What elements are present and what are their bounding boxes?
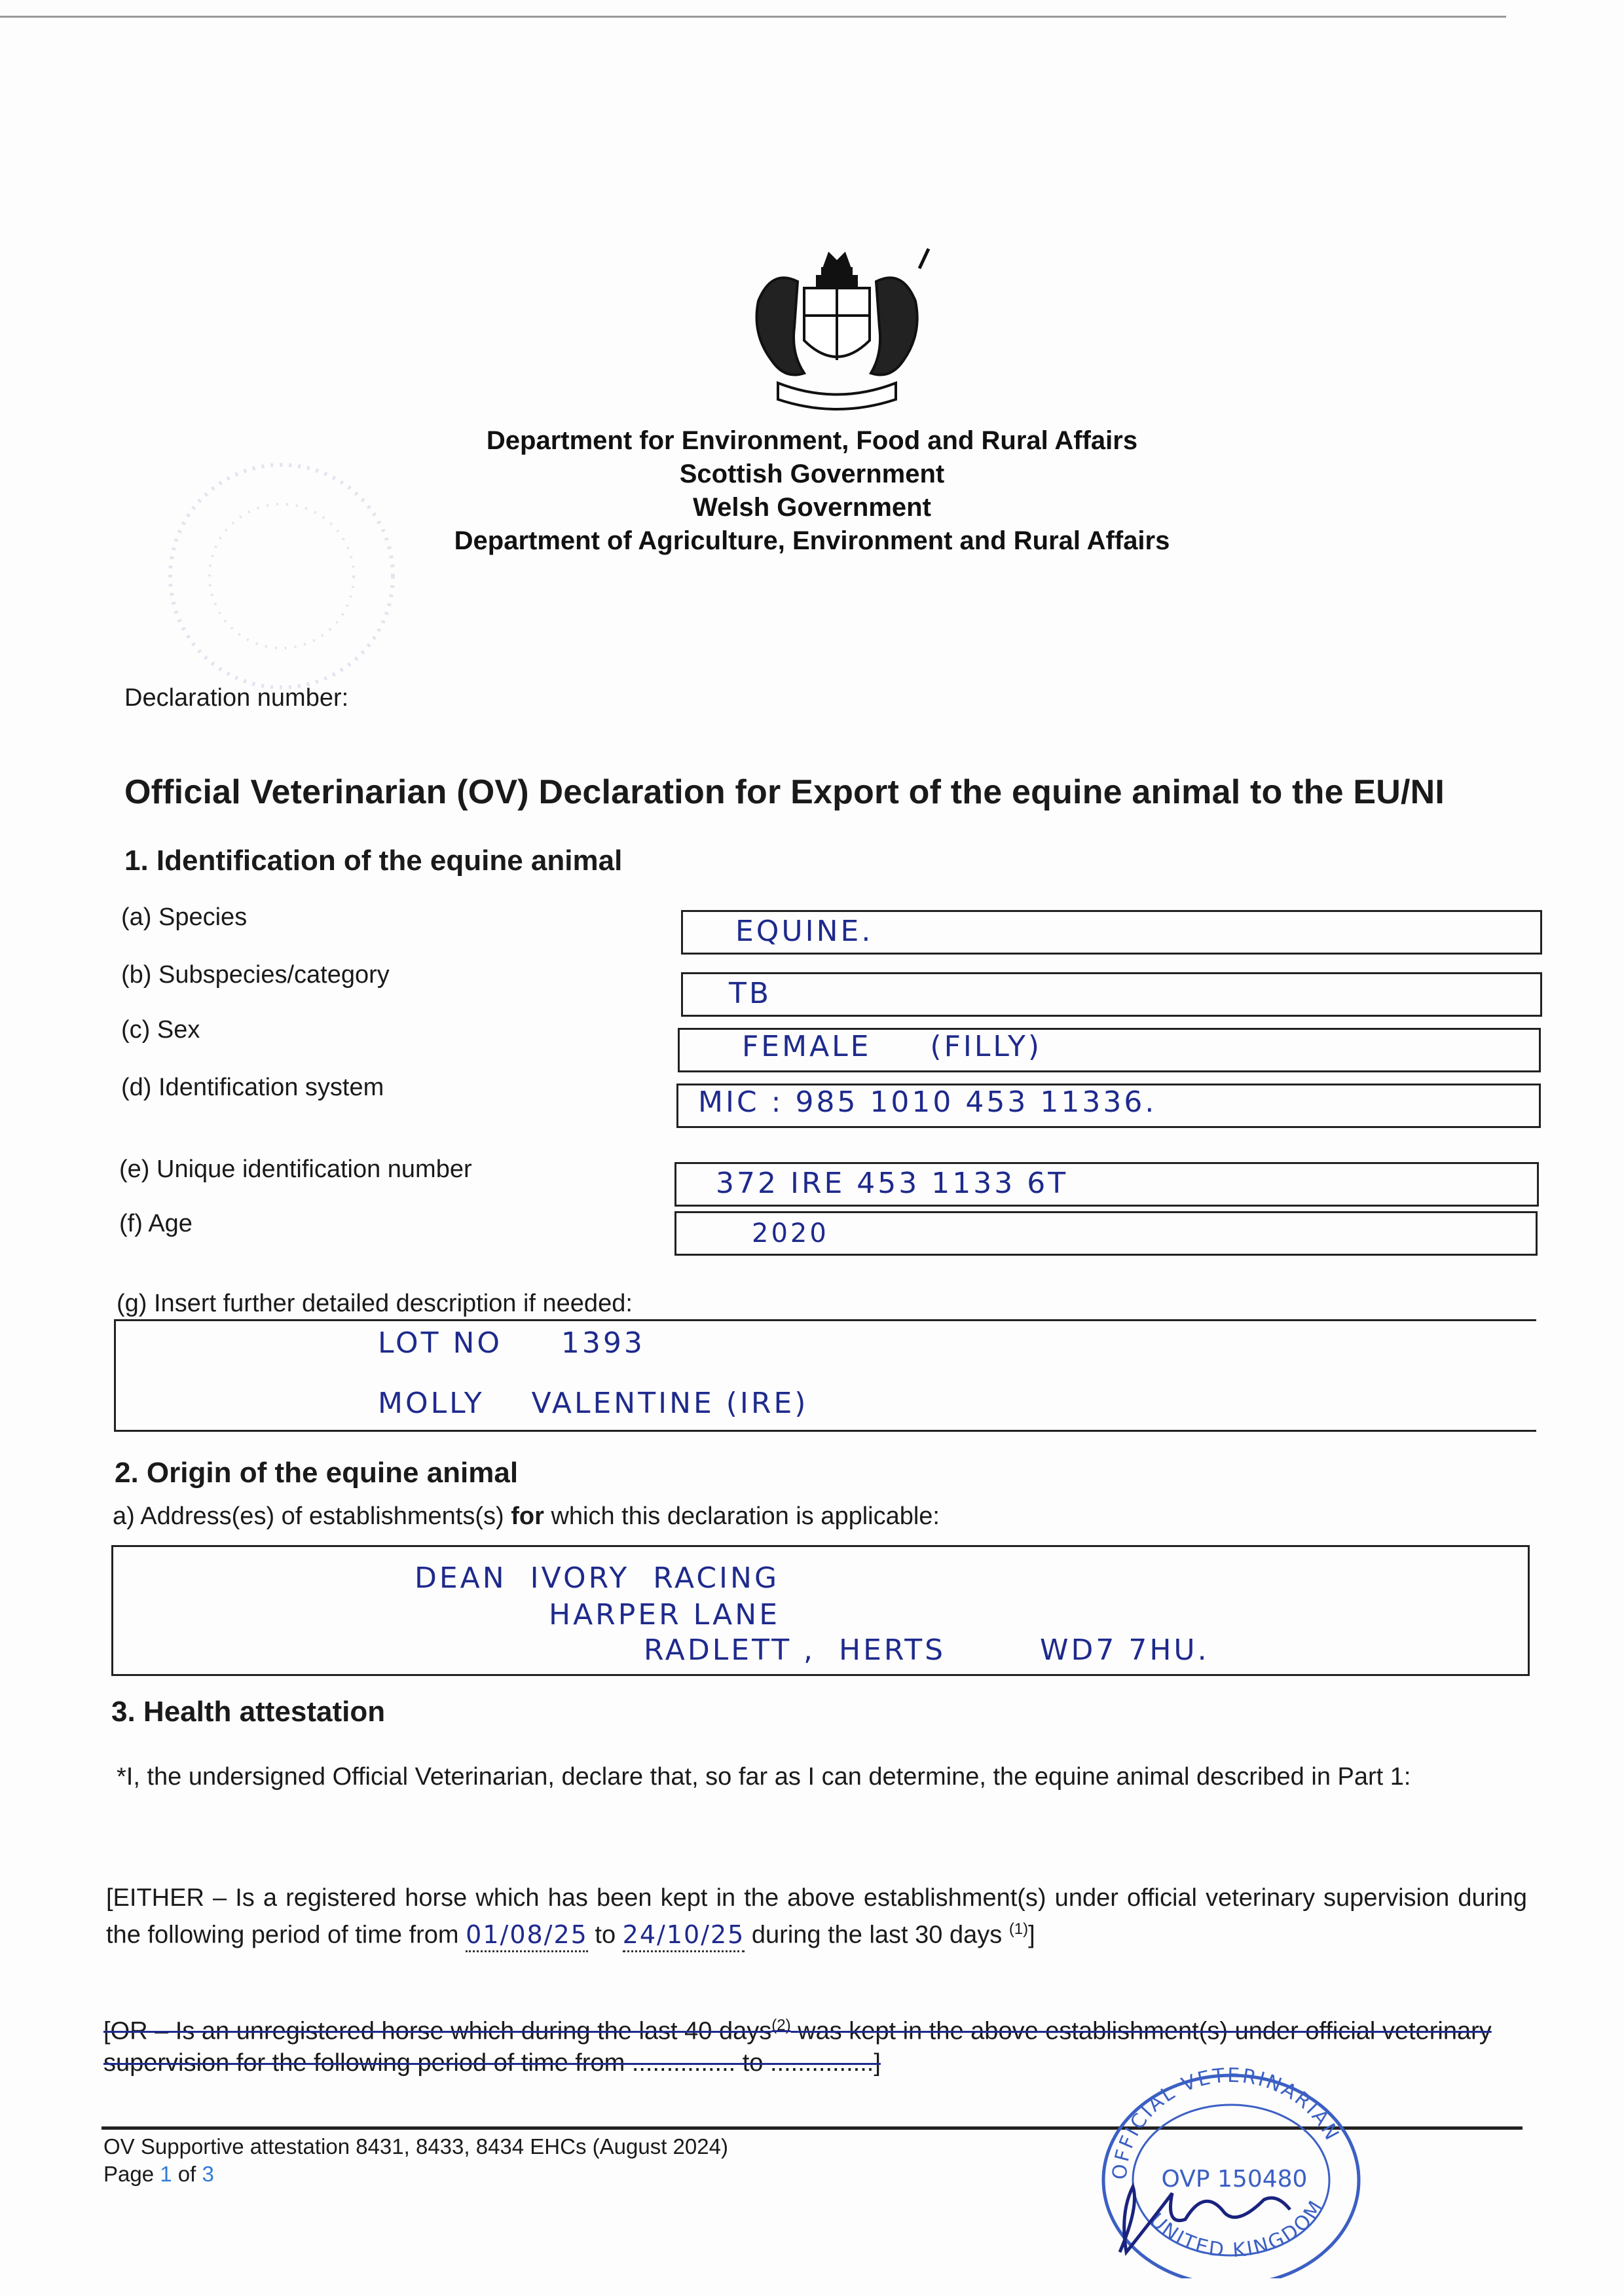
- address-line: RADLETT , HERTS WD7 7HU.: [644, 1633, 1209, 1667]
- faint-stamp-impression: [151, 452, 413, 701]
- either-clause-text: [EITHER – Is a registered horse which has been kept in the above establishment(s) under official veterinary supervision during the following period of time from: [106, 1884, 1527, 1949]
- either-clause: [106, 1882, 1527, 1952]
- official-veterinarian-stamp: [1094, 2056, 1369, 2278]
- age-label: (f) Age: [119, 1210, 193, 1237]
- address-field[interactable]: [111, 1545, 1530, 1676]
- sex-label: (c) Sex: [121, 1016, 200, 1044]
- unique-id-label: (e) Unique identification number: [119, 1156, 472, 1183]
- page-word: Page: [103, 2162, 155, 2186]
- declaration-number-label: Declaration number:: [124, 684, 349, 712]
- document-title: Official Veterinarian (OV) Declaration for Export of the equine animal to the EU/NI: [124, 773, 1445, 811]
- department-line: Welsh Government: [693, 493, 931, 522]
- address-label-suffix: which this declaration is applicable:: [544, 1503, 940, 1530]
- either-to-date[interactable]: 24/10/25: [623, 1919, 745, 1952]
- of-word: of: [177, 2162, 196, 2186]
- species-label: (a) Species: [121, 903, 248, 931]
- address-label-bold: for: [511, 1503, 544, 1530]
- footer-form-reference: OV Supportive attestation 8431, 8433, 8434 EHCs (August 2024): [103, 2134, 728, 2159]
- subspecies-field[interactable]: [681, 972, 1542, 1017]
- stamp-top-text: OFFICIAL VETERINARIAN: [1108, 2064, 1344, 2181]
- current-page: 1: [160, 2162, 172, 2186]
- department-line: Scottish Government: [679, 460, 945, 488]
- page-number: [103, 2160, 728, 2188]
- age-value: 2020: [752, 1218, 829, 1248]
- total-pages: 3: [202, 2162, 214, 2186]
- species-field[interactable]: [681, 910, 1542, 955]
- department-line: Department of Agriculture, Environment and Rural Affairs: [454, 526, 1170, 555]
- stamp-number: OVP 150480: [1161, 2166, 1308, 2193]
- age-field[interactable]: [674, 1211, 1538, 1256]
- address-line: HARPER LANE: [549, 1598, 780, 1631]
- further-description-field[interactable]: [114, 1319, 1536, 1432]
- subspecies-value: TB: [729, 977, 772, 1010]
- footnote-ref: (2): [771, 2016, 791, 2034]
- further-description-label: (g) Insert further detailed description if needed:: [117, 1290, 633, 1317]
- identification-system-label: (d) Identification system: [121, 1074, 384, 1101]
- royal-coat-of-arms-logo: [732, 242, 942, 419]
- stamp-bottom-text: UNITED KINGDOM: [1145, 2195, 1329, 2263]
- address-line: DEAN IVORY RACING: [415, 1561, 780, 1595]
- section1-heading: 1. Identification of the equine animal: [124, 845, 623, 877]
- further-description-line: MOLLY VALENTINE (IRE): [378, 1387, 809, 1420]
- address-label: [113, 1503, 940, 1531]
- sex-value: FEMALE (FILLY): [742, 1030, 1043, 1063]
- department-line: Department for Environment, Food and Rural Affairs: [486, 426, 1138, 455]
- identification-system-field[interactable]: [676, 1084, 1541, 1128]
- address-label-prefix: a) Address(es) of establishments(s): [113, 1503, 511, 1530]
- subspecies-label: (b) Subspecies/category: [121, 961, 390, 989]
- page-footer: [103, 2133, 728, 2188]
- either-from-date[interactable]: 01/08/25: [466, 1919, 588, 1952]
- further-description-line: LOT NO 1393: [378, 1326, 645, 1360]
- sex-field[interactable]: [678, 1028, 1541, 1072]
- unique-id-value: 372 IRE 453 1133 6T: [716, 1167, 1069, 1200]
- section2-heading: 2. Origin of the equine animal: [115, 1457, 519, 1489]
- either-close-bracket: ]: [1028, 1921, 1035, 1949]
- health-attestation-intro: *I, the undersigned Official Veterinarian, declare that, so far as I can determine, the equine animal described in Part 1:: [117, 1763, 1411, 1791]
- or-clause-text-2: was kept in the above establishment(s) under official veterinary supervision for the following period of time from ............... to ...............]: [103, 2017, 1492, 2077]
- footnote-ref: (1): [1008, 1920, 1029, 1938]
- identification-system-value: MIC : 985 1010 453 11336.: [698, 1085, 1157, 1119]
- unique-id-field[interactable]: [674, 1162, 1539, 1207]
- section3-heading: 3. Health attestation: [111, 1696, 386, 1728]
- scan-edge-line: [0, 16, 1506, 18]
- either-tail-text: during the last 30 days: [751, 1921, 1003, 1949]
- either-to-word: to: [595, 1921, 616, 1949]
- species-value: EQUINE.: [735, 915, 874, 948]
- issuing-departments: [393, 424, 1231, 558]
- or-clause-text: [OR – Is an unregistered horse which during the last 40 days: [103, 2017, 772, 2045]
